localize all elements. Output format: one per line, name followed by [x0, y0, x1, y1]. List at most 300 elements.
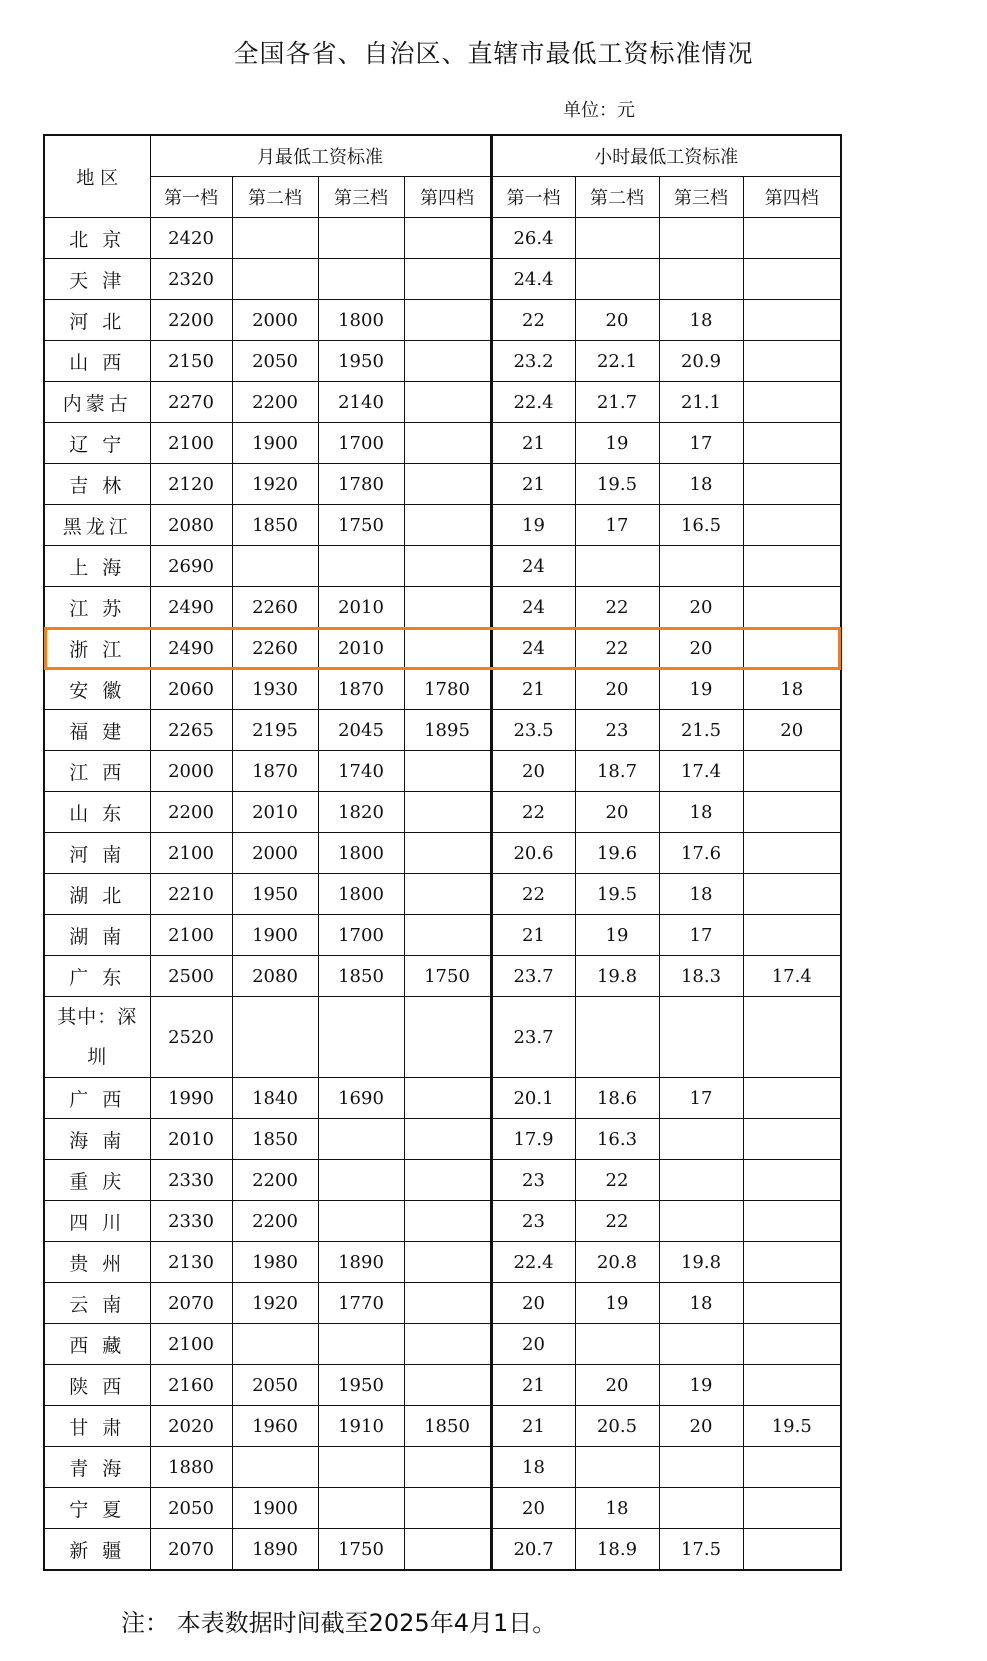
- table-row: [44, 382, 841, 423]
- monthly-tier-2-cell: 2050: [232, 1365, 318, 1406]
- monthly-tier-2-cell: 1960: [232, 1406, 318, 1447]
- region-cell: 陕 西: [44, 1365, 150, 1406]
- region-cell: 广 东: [44, 956, 150, 997]
- hourly-tier-2-cell: [575, 218, 659, 259]
- monthly-tier-3-cell: [318, 1119, 404, 1160]
- hourly-tier-4-cell: [743, 341, 841, 382]
- region-cell: 辽 宁: [44, 423, 150, 464]
- table-row: [44, 300, 841, 341]
- monthly-tier-3-cell: 1950: [318, 1365, 404, 1406]
- monthly-tier-3-cell: 2140: [318, 382, 404, 423]
- monthly-tier-1-cell: 2330: [150, 1201, 232, 1242]
- monthly-tier-2-cell: 1980: [232, 1242, 318, 1283]
- monthly-tier-4-cell: 1895: [404, 710, 491, 751]
- monthly-tier-1-cell: 2130: [150, 1242, 232, 1283]
- hourly-tier-3-cell: [659, 997, 743, 1078]
- monthly-tier-1-cell: 2500: [150, 956, 232, 997]
- table-row: [44, 915, 841, 956]
- region-cell: 山 东: [44, 792, 150, 833]
- hourly-tier-2-cell: [575, 997, 659, 1078]
- table-body: [44, 218, 841, 1571]
- hourly-tier-1-cell: 20.1: [491, 1078, 575, 1119]
- monthly-tier-3-cell: 1800: [318, 874, 404, 915]
- monthly-tier-3-cell: 1820: [318, 792, 404, 833]
- hourly-tier-4-cell: [743, 505, 841, 546]
- monthly-tier-2-cell: 1850: [232, 505, 318, 546]
- hourly-tier-2-cell: 20: [575, 1365, 659, 1406]
- hourly-tier-2-cell: 22: [575, 1160, 659, 1201]
- monthly-tier-3-cell: 1800: [318, 300, 404, 341]
- table-row: [44, 1447, 841, 1488]
- header-monthly-tier-2: 第二档: [232, 177, 318, 218]
- monthly-tier-1-cell: 2160: [150, 1365, 232, 1406]
- hourly-tier-4-cell: [743, 997, 841, 1078]
- hourly-tier-2-cell: [575, 1324, 659, 1365]
- hourly-tier-1-cell: 23: [491, 1201, 575, 1242]
- monthly-tier-1-cell: 2070: [150, 1283, 232, 1324]
- hourly-tier-1-cell: 20.7: [491, 1529, 575, 1571]
- header-row-tiers: [44, 177, 841, 218]
- monthly-tier-1-cell: 2150: [150, 341, 232, 382]
- monthly-tier-3-cell: 2045: [318, 710, 404, 751]
- monthly-tier-1-cell: 2320: [150, 259, 232, 300]
- hourly-tier-2-cell: 18.6: [575, 1078, 659, 1119]
- hourly-tier-3-cell: 18: [659, 464, 743, 505]
- monthly-tier-2-cell: 2050: [232, 341, 318, 382]
- monthly-tier-3-cell: 1750: [318, 505, 404, 546]
- hourly-tier-2-cell: [575, 546, 659, 587]
- hourly-tier-2-cell: [575, 259, 659, 300]
- monthly-tier-2-cell: 2000: [232, 833, 318, 874]
- monthly-tier-3-cell: 1740: [318, 751, 404, 792]
- region-cell: 重 庆: [44, 1160, 150, 1201]
- hourly-tier-4-cell: [743, 915, 841, 956]
- region-cell: 内蒙古: [44, 382, 150, 423]
- monthly-tier-2-cell: 1840: [232, 1078, 318, 1119]
- hourly-tier-4-cell: 18: [743, 669, 841, 710]
- monthly-tier-3-cell: 1750: [318, 1529, 404, 1571]
- monthly-tier-3-cell: [318, 1160, 404, 1201]
- hourly-tier-2-cell: 19.5: [575, 464, 659, 505]
- hourly-tier-1-cell: 21: [491, 1406, 575, 1447]
- hourly-tier-4-cell: [743, 1324, 841, 1365]
- page-title: 全国各省、自治区、直辖市最低工资标准情况: [233, 39, 754, 68]
- region-cell: 四 川: [44, 1201, 150, 1242]
- region-cell: 北 京: [44, 218, 150, 259]
- hourly-tier-1-cell: 20: [491, 1324, 575, 1365]
- monthly-tier-4-cell: [404, 1160, 491, 1201]
- region-cell: 青 海: [44, 1447, 150, 1488]
- monthly-tier-4-cell: [404, 997, 491, 1078]
- monthly-tier-1-cell: 2265: [150, 710, 232, 751]
- hourly-tier-1-cell: 18: [491, 1447, 575, 1488]
- hourly-tier-1-cell: 23: [491, 1160, 575, 1201]
- region-cell: 云 南: [44, 1283, 150, 1324]
- monthly-tier-1-cell: 2270: [150, 382, 232, 423]
- monthly-tier-1-cell: 2200: [150, 792, 232, 833]
- monthly-tier-2-cell: [232, 218, 318, 259]
- region-cell: 西 藏: [44, 1324, 150, 1365]
- monthly-tier-1-cell: 1990: [150, 1078, 232, 1119]
- hourly-tier-4-cell: [743, 1283, 841, 1324]
- monthly-tier-2-cell: 1930: [232, 669, 318, 710]
- monthly-tier-1-cell: 2050: [150, 1488, 232, 1529]
- hourly-tier-2-cell: 18.7: [575, 751, 659, 792]
- region-cell: 广 西: [44, 1078, 150, 1119]
- footnote: 注： 本表数据时间截至2025年4月1日。: [121, 1609, 557, 1637]
- monthly-tier-4-cell: [404, 300, 491, 341]
- table-row: [44, 218, 841, 259]
- monthly-tier-1-cell: 2330: [150, 1160, 232, 1201]
- hourly-tier-2-cell: 16.3: [575, 1119, 659, 1160]
- header-hourly-tier-2: 第二档: [575, 177, 659, 218]
- region-cell: 浙 江: [44, 628, 150, 669]
- hourly-tier-4-cell: [743, 1160, 841, 1201]
- monthly-tier-1-cell: 2490: [150, 628, 232, 669]
- hourly-tier-4-cell: [743, 1529, 841, 1571]
- monthly-tier-3-cell: [318, 997, 404, 1078]
- hourly-tier-3-cell: 18: [659, 874, 743, 915]
- monthly-tier-2-cell: 1890: [232, 1529, 318, 1571]
- monthly-tier-1-cell: 2690: [150, 546, 232, 587]
- monthly-tier-4-cell: [404, 1447, 491, 1488]
- monthly-tier-4-cell: [404, 546, 491, 587]
- table-row: [44, 1488, 841, 1529]
- monthly-tier-3-cell: 1870: [318, 669, 404, 710]
- table-row: [44, 1529, 841, 1571]
- hourly-tier-3-cell: 19: [659, 1365, 743, 1406]
- hourly-tier-4-cell: [743, 218, 841, 259]
- monthly-tier-2-cell: [232, 1447, 318, 1488]
- hourly-tier-4-cell: [743, 874, 841, 915]
- hourly-tier-4-cell: [743, 833, 841, 874]
- table-row: [44, 259, 841, 300]
- hourly-tier-4-cell: [743, 1201, 841, 1242]
- hourly-tier-4-cell: [743, 382, 841, 423]
- monthly-tier-2-cell: 2200: [232, 1160, 318, 1201]
- table-row: [44, 792, 841, 833]
- monthly-tier-3-cell: [318, 1201, 404, 1242]
- monthly-tier-3-cell: 1770: [318, 1283, 404, 1324]
- region-cell: 江 苏: [44, 587, 150, 628]
- monthly-tier-1-cell: 2210: [150, 874, 232, 915]
- monthly-tier-4-cell: [404, 1201, 491, 1242]
- monthly-tier-4-cell: [404, 423, 491, 464]
- hourly-tier-2-cell: 20.8: [575, 1242, 659, 1283]
- hourly-tier-2-cell: 19.6: [575, 833, 659, 874]
- hourly-tier-2-cell: 19.8: [575, 956, 659, 997]
- hourly-tier-2-cell: 21.7: [575, 382, 659, 423]
- hourly-tier-3-cell: 16.5: [659, 505, 743, 546]
- hourly-tier-3-cell: 18: [659, 300, 743, 341]
- monthly-tier-4-cell: [404, 1324, 491, 1365]
- header-monthly-tier-1: 第一档: [150, 177, 232, 218]
- hourly-tier-3-cell: 20.9: [659, 341, 743, 382]
- monthly-tier-4-cell: [404, 1365, 491, 1406]
- monthly-tier-2-cell: 1920: [232, 464, 318, 505]
- monthly-tier-3-cell: 1700: [318, 423, 404, 464]
- monthly-tier-2-cell: 1900: [232, 423, 318, 464]
- hourly-tier-1-cell: 23.7: [491, 997, 575, 1078]
- hourly-tier-2-cell: 20: [575, 300, 659, 341]
- monthly-tier-1-cell: 2010: [150, 1119, 232, 1160]
- hourly-tier-1-cell: 19: [491, 505, 575, 546]
- hourly-tier-2-cell: 18.9: [575, 1529, 659, 1571]
- hourly-tier-4-cell: [743, 546, 841, 587]
- monthly-tier-3-cell: [318, 1447, 404, 1488]
- monthly-tier-2-cell: 1900: [232, 1488, 318, 1529]
- monthly-tier-4-cell: [404, 218, 491, 259]
- hourly-tier-4-cell: [743, 259, 841, 300]
- hourly-tier-3-cell: [659, 1447, 743, 1488]
- hourly-tier-2-cell: 22: [575, 628, 659, 669]
- monthly-tier-4-cell: [404, 259, 491, 300]
- hourly-tier-1-cell: 20: [491, 751, 575, 792]
- monthly-tier-4-cell: 1780: [404, 669, 491, 710]
- hourly-tier-1-cell: 22.4: [491, 1242, 575, 1283]
- table-row: [44, 833, 841, 874]
- monthly-tier-4-cell: 1850: [404, 1406, 491, 1447]
- monthly-tier-1-cell: 2020: [150, 1406, 232, 1447]
- hourly-tier-3-cell: 17: [659, 423, 743, 464]
- region-cell: 海 南: [44, 1119, 150, 1160]
- monthly-tier-3-cell: [318, 546, 404, 587]
- header-hourly: 小时最低工资标准: [491, 135, 841, 177]
- hourly-tier-1-cell: 22: [491, 792, 575, 833]
- header-hourly-tier-1: 第一档: [491, 177, 575, 218]
- header-row-group: [44, 135, 841, 177]
- hourly-tier-3-cell: [659, 546, 743, 587]
- monthly-tier-1-cell: 2200: [150, 300, 232, 341]
- hourly-tier-1-cell: 24: [491, 546, 575, 587]
- monthly-tier-3-cell: [318, 1324, 404, 1365]
- monthly-tier-1-cell: 2100: [150, 915, 232, 956]
- hourly-tier-4-cell: [743, 587, 841, 628]
- hourly-tier-4-cell: 19.5: [743, 1406, 841, 1447]
- hourly-tier-3-cell: 17: [659, 915, 743, 956]
- monthly-tier-1-cell: 2070: [150, 1529, 232, 1571]
- monthly-tier-2-cell: 2195: [232, 710, 318, 751]
- region-cell: 新 疆: [44, 1529, 150, 1571]
- region-cell: 甘 肃: [44, 1406, 150, 1447]
- monthly-tier-2-cell: 2010: [232, 792, 318, 833]
- monthly-tier-2-cell: 2000: [232, 300, 318, 341]
- hourly-tier-3-cell: 19: [659, 669, 743, 710]
- monthly-tier-3-cell: 1690: [318, 1078, 404, 1119]
- region-cell: 贵 州: [44, 1242, 150, 1283]
- hourly-tier-2-cell: 22: [575, 587, 659, 628]
- hourly-tier-1-cell: 21: [491, 1365, 575, 1406]
- header-hourly-tier-4: 第四档: [743, 177, 841, 218]
- hourly-tier-4-cell: [743, 1365, 841, 1406]
- monthly-tier-4-cell: [404, 1242, 491, 1283]
- table-row: [44, 1324, 841, 1365]
- monthly-tier-4-cell: [404, 505, 491, 546]
- table-row: [44, 505, 841, 546]
- monthly-tier-2-cell: 1950: [232, 874, 318, 915]
- hourly-tier-4-cell: [743, 792, 841, 833]
- monthly-tier-3-cell: 1910: [318, 1406, 404, 1447]
- hourly-tier-3-cell: 17.5: [659, 1529, 743, 1571]
- hourly-tier-3-cell: [659, 218, 743, 259]
- header-monthly-tier-3: 第三档: [318, 177, 404, 218]
- hourly-tier-4-cell: [743, 751, 841, 792]
- monthly-tier-2-cell: [232, 997, 318, 1078]
- header-region: 地 区: [44, 135, 150, 218]
- hourly-tier-2-cell: 17: [575, 505, 659, 546]
- monthly-tier-4-cell: 1750: [404, 956, 491, 997]
- monthly-tier-1-cell: 2100: [150, 833, 232, 874]
- hourly-tier-3-cell: [659, 1201, 743, 1242]
- monthly-tier-1-cell: 2000: [150, 751, 232, 792]
- monthly-tier-3-cell: 1890: [318, 1242, 404, 1283]
- hourly-tier-3-cell: 21.5: [659, 710, 743, 751]
- monthly-tier-2-cell: 1870: [232, 751, 318, 792]
- hourly-tier-3-cell: 17.6: [659, 833, 743, 874]
- table-row: [44, 1242, 841, 1283]
- hourly-tier-3-cell: [659, 1160, 743, 1201]
- hourly-tier-4-cell: [743, 628, 841, 669]
- hourly-tier-2-cell: 19: [575, 423, 659, 464]
- hourly-tier-3-cell: 18: [659, 792, 743, 833]
- hourly-tier-1-cell: 24: [491, 628, 575, 669]
- hourly-tier-4-cell: [743, 1488, 841, 1529]
- region-cell: 江 西: [44, 751, 150, 792]
- table-row: [44, 546, 841, 587]
- table-row: [44, 1365, 841, 1406]
- hourly-tier-1-cell: 22.4: [491, 382, 575, 423]
- monthly-tier-4-cell: [404, 1283, 491, 1324]
- hourly-tier-1-cell: 23.5: [491, 710, 575, 751]
- hourly-tier-3-cell: 21.1: [659, 382, 743, 423]
- region-cell: 上 海: [44, 546, 150, 587]
- hourly-tier-3-cell: [659, 259, 743, 300]
- table-row: [44, 956, 841, 997]
- monthly-tier-2-cell: [232, 259, 318, 300]
- header-monthly-tier-4: 第四档: [404, 177, 491, 218]
- region-cell: 山 西: [44, 341, 150, 382]
- table-row: [44, 710, 841, 751]
- monthly-tier-3-cell: 1800: [318, 833, 404, 874]
- region-cell: 黑龙江: [44, 505, 150, 546]
- monthly-tier-2-cell: [232, 1324, 318, 1365]
- hourly-tier-3-cell: [659, 1488, 743, 1529]
- hourly-tier-1-cell: 20.6: [491, 833, 575, 874]
- hourly-tier-1-cell: 21: [491, 669, 575, 710]
- monthly-tier-3-cell: [318, 259, 404, 300]
- monthly-tier-4-cell: [404, 341, 491, 382]
- hourly-tier-2-cell: 23: [575, 710, 659, 751]
- monthly-tier-2-cell: 1850: [232, 1119, 318, 1160]
- hourly-tier-1-cell: 22: [491, 874, 575, 915]
- monthly-tier-4-cell: [404, 587, 491, 628]
- hourly-tier-3-cell: 20: [659, 1406, 743, 1447]
- table-row: [44, 751, 841, 792]
- hourly-tier-1-cell: 20: [491, 1283, 575, 1324]
- hourly-tier-4-cell: 20: [743, 710, 841, 751]
- table-row: [44, 423, 841, 464]
- region-cell: 其中：深圳: [44, 997, 150, 1078]
- monthly-tier-2-cell: 2260: [232, 628, 318, 669]
- hourly-tier-1-cell: 24: [491, 587, 575, 628]
- table-row: [44, 997, 841, 1078]
- region-cell: 河 北: [44, 300, 150, 341]
- monthly-tier-4-cell: [404, 1119, 491, 1160]
- hourly-tier-1-cell: 20: [491, 1488, 575, 1529]
- table-row: [44, 341, 841, 382]
- monthly-tier-2-cell: [232, 546, 318, 587]
- table-row: [44, 464, 841, 505]
- monthly-tier-2-cell: 2080: [232, 956, 318, 997]
- hourly-tier-3-cell: 20: [659, 587, 743, 628]
- monthly-tier-1-cell: 2120: [150, 464, 232, 505]
- monthly-tier-3-cell: 1850: [318, 956, 404, 997]
- hourly-tier-2-cell: 22: [575, 1201, 659, 1242]
- region-cell: 湖 北: [44, 874, 150, 915]
- monthly-tier-2-cell: 2200: [232, 1201, 318, 1242]
- hourly-tier-2-cell: 19.5: [575, 874, 659, 915]
- hourly-tier-4-cell: [743, 1447, 841, 1488]
- monthly-tier-4-cell: [404, 915, 491, 956]
- hourly-tier-1-cell: 23.7: [491, 956, 575, 997]
- hourly-tier-4-cell: [743, 464, 841, 505]
- hourly-tier-2-cell: 19: [575, 1283, 659, 1324]
- monthly-tier-1-cell: 2100: [150, 1324, 232, 1365]
- region-cell: 安 徽: [44, 669, 150, 710]
- hourly-tier-1-cell: 21: [491, 464, 575, 505]
- hourly-tier-1-cell: 22: [491, 300, 575, 341]
- hourly-tier-2-cell: 22.1: [575, 341, 659, 382]
- hourly-tier-4-cell: [743, 1242, 841, 1283]
- hourly-tier-1-cell: 21: [491, 423, 575, 464]
- hourly-tier-3-cell: [659, 1119, 743, 1160]
- monthly-tier-1-cell: 2420: [150, 218, 232, 259]
- monthly-tier-4-cell: [404, 792, 491, 833]
- table-row: [44, 1201, 841, 1242]
- hourly-tier-1-cell: 26.4: [491, 218, 575, 259]
- region-cell: 吉 林: [44, 464, 150, 505]
- hourly-tier-2-cell: 19: [575, 915, 659, 956]
- monthly-tier-3-cell: [318, 1488, 404, 1529]
- hourly-tier-1-cell: 23.2: [491, 341, 575, 382]
- monthly-tier-1-cell: 2080: [150, 505, 232, 546]
- hourly-tier-4-cell: [743, 300, 841, 341]
- monthly-tier-3-cell: 1780: [318, 464, 404, 505]
- hourly-tier-3-cell: 19.8: [659, 1242, 743, 1283]
- monthly-tier-1-cell: 2100: [150, 423, 232, 464]
- monthly-tier-2-cell: 1920: [232, 1283, 318, 1324]
- min-wage-table: [43, 134, 842, 1571]
- monthly-tier-3-cell: 1950: [318, 341, 404, 382]
- hourly-tier-2-cell: 20: [575, 669, 659, 710]
- hourly-tier-1-cell: 24.4: [491, 259, 575, 300]
- table-row: [44, 1406, 841, 1447]
- hourly-tier-2-cell: 20: [575, 792, 659, 833]
- monthly-tier-1-cell: 2060: [150, 669, 232, 710]
- monthly-tier-4-cell: [404, 628, 491, 669]
- monthly-tier-2-cell: 2200: [232, 382, 318, 423]
- monthly-tier-4-cell: [404, 1529, 491, 1571]
- monthly-tier-4-cell: [404, 874, 491, 915]
- monthly-tier-4-cell: [404, 1488, 491, 1529]
- monthly-tier-3-cell: 1700: [318, 915, 404, 956]
- region-cell: 天 津: [44, 259, 150, 300]
- hourly-tier-3-cell: [659, 1324, 743, 1365]
- hourly-tier-4-cell: 17.4: [743, 956, 841, 997]
- table-row: [44, 587, 841, 628]
- table-row: [44, 1119, 841, 1160]
- hourly-tier-3-cell: 18.3: [659, 956, 743, 997]
